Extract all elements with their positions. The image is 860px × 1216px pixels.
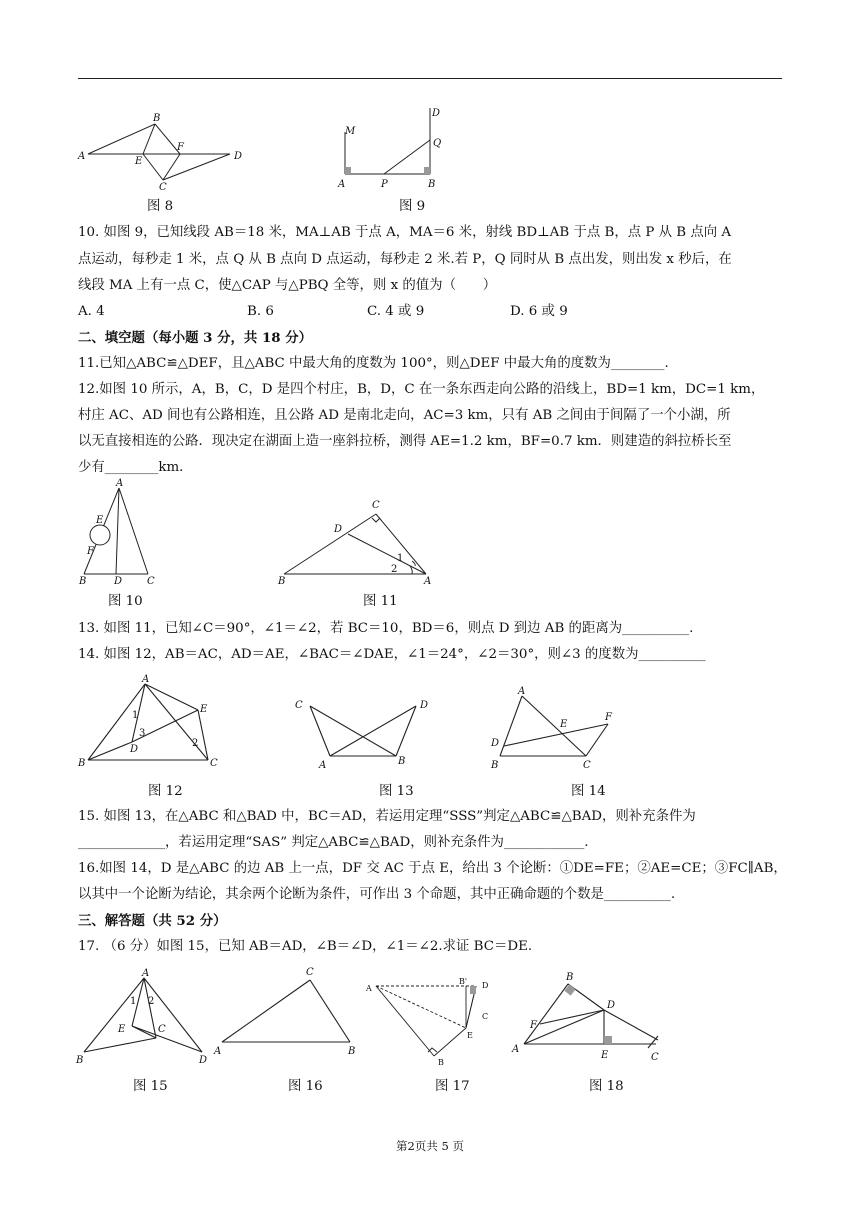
question-17: 17. （6 分）如图 15，已知 AB＝AD，∠B＝∠D，∠1＝∠2.求证 BC＝DE. <box>78 939 533 954</box>
fig15-label-a: A <box>142 968 150 979</box>
figure-15-caption: 图 15 <box>133 1079 168 1094</box>
fig12-label-3: 3 <box>139 728 146 739</box>
fig17-label-c: C <box>482 1012 489 1021</box>
fig10-label-b: B <box>79 576 87 587</box>
fig10-label-c: C <box>147 576 155 587</box>
fig14-label-d: D <box>491 738 500 749</box>
fig13-label-b: B <box>398 756 406 767</box>
question-12-line-2: 村庄 AC、AD 间也有公路相连，且公路 AD 是南北走向，AC=3 km，只有 AB 之间由于间隔了一个小湖，所 <box>78 408 731 423</box>
fig14-label-b: B <box>491 760 499 771</box>
fig18-label-a: A <box>512 1044 520 1055</box>
question-15-line-2: _____________，若运用定理“SAS” 判定△ABC≌△BAD，则补充条件为____________. <box>78 835 589 850</box>
fig12-label-e: E <box>200 704 208 715</box>
question-10-option-a: A. 4 <box>78 304 105 319</box>
fig8-label-b: B <box>153 113 161 124</box>
fig12-label-b: B <box>78 758 86 769</box>
fig9-label-a: A <box>338 179 346 190</box>
figure-18-caption: 图 18 <box>589 1079 624 1094</box>
fig18-label-d: D <box>607 1000 616 1011</box>
fig12-label-a: A <box>142 674 150 685</box>
fig16-label-b: B <box>348 1046 356 1057</box>
figure-8-caption: 图 8 <box>147 199 174 214</box>
question-16-line-1: 16.如图 14，D 是△ABC 的边 AB 上一点，DF 交 AC 于点 E，给出 3 个论断：①DE=FE；②AE=CE；③FC∥AB， <box>78 861 787 876</box>
question-16-line-2: 以其中一个论断为结论，其余两个论断为条件，可作出 3 个命题，其中正确命题的个数是__________. <box>78 887 676 902</box>
fig9-label-m: M <box>345 126 356 137</box>
fig8-label-a: A <box>78 151 86 162</box>
fig12-label-1: 1 <box>132 710 139 721</box>
fig9-label-q: Q <box>433 138 442 149</box>
fig15-label-d: D <box>199 1055 208 1066</box>
question-12-line-3: 以无直接相连的公路．现决定在湖面上造一座斜拉桥，测得 AE=1.2 km，BF=0.7 km．则建造的斜拉桥长至 <box>78 434 732 449</box>
fig18-label-c: C <box>651 1052 659 1063</box>
fig10-label-a: A <box>116 478 124 489</box>
fig12-label-d: D <box>130 744 139 755</box>
fig15-label-c: C <box>158 1024 166 1035</box>
fig15-label-2: 2 <box>148 996 155 1007</box>
figure-14-diagram <box>488 684 628 774</box>
section-3-heading: 三、解答题（共 52 分） <box>78 913 227 929</box>
fig13-label-c: C <box>295 700 303 711</box>
fig18-label-e: E <box>601 1050 609 1061</box>
fig15-label-e: E <box>118 1024 126 1035</box>
question-10-line-3: 线段 MA 上有一点 C，使△CAP 与△PBQ 全等，则 x 的值为（ ） <box>78 278 497 293</box>
fig17-label-e: E <box>467 1031 473 1040</box>
question-10-option-c: C. 4 或 9 <box>367 304 425 319</box>
fig16-label-c: C <box>306 967 314 978</box>
fig8-label-e: E <box>135 156 143 167</box>
fig13-label-d: D <box>420 700 429 711</box>
figure-15-diagram <box>76 966 216 1066</box>
fig18-label-f: F <box>530 1020 537 1031</box>
question-11: 11.已知△ABC≌△DEF，且△ABC 中最大角的度数为 100°，则△DEF 中最大角的度数为________. <box>78 356 669 371</box>
figure-14-caption: 图 14 <box>571 784 606 799</box>
fig11-label-2: 2 <box>391 564 398 575</box>
page-footer: 第2页共 5 页 <box>396 1139 464 1153</box>
fig12-label-2: 2 <box>192 738 199 749</box>
question-14: 14. 如图 12，AB＝AC，AD＝AE，∠BAC＝∠DAE，∠1＝24°，∠2＝30°，则∠3 的度数为__________ <box>78 647 706 662</box>
fig9-label-p: P <box>381 179 388 190</box>
figure-17-caption: 图 17 <box>435 1079 470 1094</box>
figure-16-diagram <box>212 962 362 1062</box>
figure-16-caption: 图 16 <box>288 1079 323 1094</box>
figure-11-caption: 图 11 <box>363 594 398 609</box>
section-2-heading: 二、填空题（每小题 3 分，共 18 分） <box>78 330 313 346</box>
figure-17-diagram <box>364 972 504 1068</box>
fig14-label-f: F <box>605 712 612 723</box>
fig11-label-c: C <box>372 500 380 511</box>
fig10-label-f: F <box>87 546 94 557</box>
question-13: 13. 如图 11，已知∠C＝90°，∠1＝∠2，若 BC＝10，BD＝6，则点 D 到边 AB 的距离为__________. <box>78 621 694 636</box>
fig14-label-c: C <box>583 760 591 771</box>
fig10-label-e: E <box>96 515 104 526</box>
fig11-label-b: B <box>278 576 286 587</box>
fig9-label-d: D <box>432 108 441 119</box>
fig17-label-b: B <box>438 1058 444 1067</box>
fig8-label-d: D <box>234 151 243 162</box>
fig17-label-a: A <box>366 984 372 993</box>
fig14-label-a: A <box>518 686 526 697</box>
question-10-option-b: B. 6 <box>247 304 274 319</box>
header-rule <box>78 78 782 79</box>
fig8-label-c: C <box>159 182 167 193</box>
fig13-label-a: A <box>319 760 327 771</box>
figure-18-diagram <box>508 972 668 1068</box>
figure-10-diagram <box>76 478 166 588</box>
question-15-line-1: 15. 如图 13，在△ABC 和△BAD 中，BC＝AD，若运用定理“SSS”判定△ABC≌△BAD，则补充条件为 <box>78 809 696 824</box>
fig15-label-1: 1 <box>130 996 137 1007</box>
fig17-label-d: D <box>482 981 489 990</box>
figure-9-diagram <box>340 106 450 192</box>
fig11-label-1: 1 <box>397 553 404 564</box>
fig14-label-e: E <box>560 719 568 730</box>
fig11-label-a: A <box>424 576 432 587</box>
figure-9-caption: 图 9 <box>399 199 426 214</box>
fig12-label-c: C <box>210 758 218 769</box>
figure-12-diagram <box>78 672 228 776</box>
fig8-label-f: F <box>177 142 184 153</box>
question-10-line-1: 10. 如图 9，已知线段 AB＝18 米，MA⊥AB 于点 A，MA＝6 米，射线 BD⊥AB 于点 B，点 P 从 B 点向 A <box>78 225 732 240</box>
figure-11-diagram <box>276 494 436 590</box>
fig17-label-b-prime: B' <box>459 977 468 986</box>
fig15-label-b: B <box>76 1055 84 1066</box>
figure-13-caption: 图 13 <box>379 784 414 799</box>
figure-8-diagram <box>80 112 250 192</box>
question-12-line-4: 少有________km． <box>78 460 193 475</box>
figure-10-caption: 图 10 <box>108 594 143 609</box>
figure-12-caption: 图 12 <box>148 784 183 799</box>
question-10-line-2: 点运动，每秒走 1 米，点 Q 从 B 点向 D 点运动，每秒走 2 米.若 P，Q 同时从 B 点出发，则出发 x 秒后，在 <box>78 252 732 267</box>
fig10-label-d: D <box>114 576 123 587</box>
fig9-label-b: B <box>428 179 436 190</box>
fig11-label-d: D <box>334 524 343 535</box>
fig16-label-a: A <box>214 1046 222 1057</box>
question-10-option-d: D. 6 或 9 <box>510 304 568 319</box>
fig18-label-b: B <box>566 972 574 983</box>
question-12-line-1: 12.如图 10 所示，A，B，C，D 是四个村庄，B，D，C 在一条东西走向公路的沿线上，BD=1 km，DC=1 km， <box>78 382 765 397</box>
figure-13-diagram <box>290 694 440 774</box>
